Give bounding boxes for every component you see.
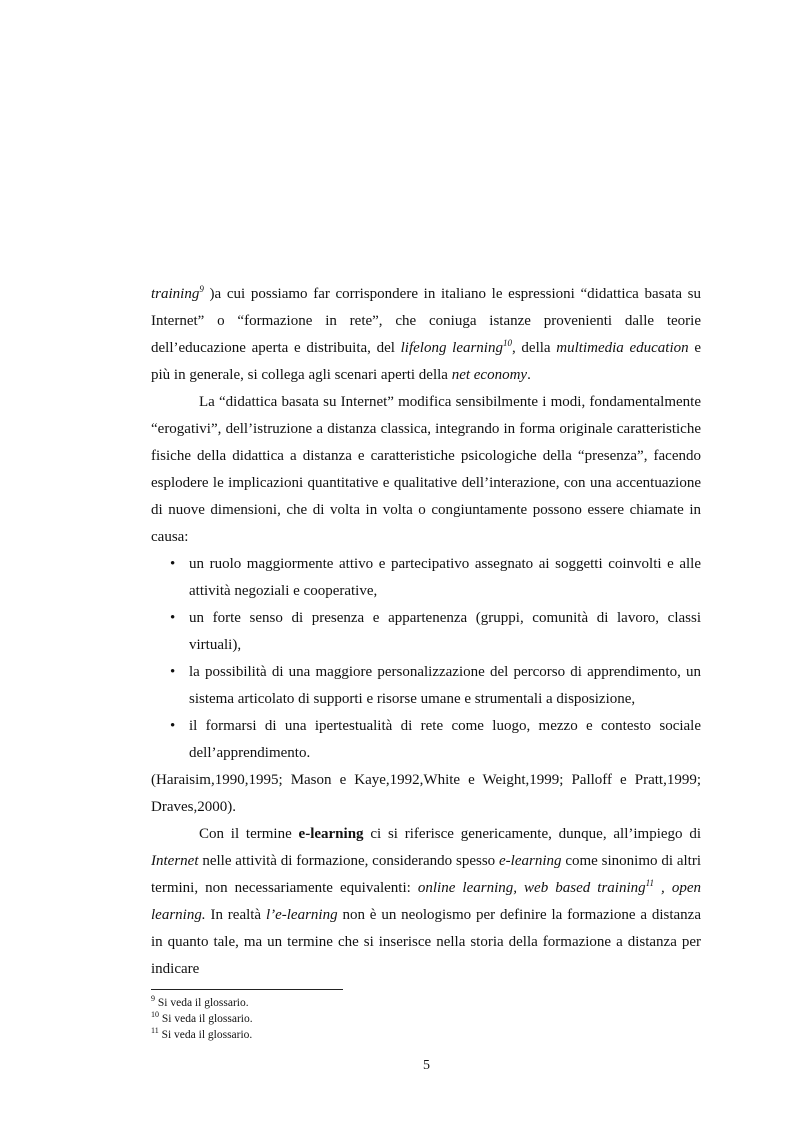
footnote-number: 11 xyxy=(151,1026,159,1036)
term-lifelong-learning: lifelong learning xyxy=(400,340,503,356)
footnote-text: Si veda il glossario. xyxy=(158,1029,253,1041)
list-item-text: un forte senso di presenza e appartenenza (gruppi, comunità di lavoro, classi virtuali), xyxy=(189,610,701,653)
list-item xyxy=(151,605,701,659)
footnote-10 xyxy=(151,1011,701,1027)
term-elearning-italic: e-learning xyxy=(499,853,562,869)
footnote-ref-9: 9 xyxy=(199,284,204,294)
term-online-learning: online learning, web based training xyxy=(417,880,646,896)
term-internet: Internet xyxy=(151,853,199,869)
list-item xyxy=(151,713,701,767)
citation: (Haraisim,1990,1995; Mason e Kaye,1992,White e Weight,1999; Palloff e Pratt,1999; Draves,2000). xyxy=(151,772,701,815)
bullet-icon: • xyxy=(170,556,176,572)
body-text xyxy=(151,281,701,983)
footnote-11 xyxy=(151,1027,701,1043)
paragraph-text: e più in generale, si collega agli scenari aperti della xyxy=(151,340,701,383)
paragraph-text: ci si riferisce genericamente, dunque, all’impiego di xyxy=(363,826,701,842)
paragraph-text: . xyxy=(527,367,531,383)
list-item-text: un ruolo maggiormente attivo e partecipativo assegnato ai soggetti coinvolti e alle attività negoziali e cooperative, xyxy=(189,556,701,599)
paragraph-text: )a cui possiamo far corrispondere in italiano le espressioni “didattica basata su Internet” o “formazione in rete”, che coniuga istanze provenienti dalle teorie dell’educazione aperta e distribuita, del xyxy=(151,286,701,356)
term-open-learning: , open learning. xyxy=(151,880,701,923)
footnote-number: 10 xyxy=(151,1010,159,1020)
bullet-icon: • xyxy=(170,718,176,734)
term-net-economy: net economy xyxy=(451,367,528,383)
paragraph-elearning xyxy=(151,821,701,983)
paragraph-text: Con il termine xyxy=(199,826,299,842)
paragraph-didattica: La “didattica basata su Internet” modifica sensibilmente i modi, fondamentalmente “erogativi”, dell’istruzione a distanza classica, integrando in forma originale caratteristiche fisiche della didattica a distanza e caratteristiche psicologiche della “presenza”, facendo esplodere le implicazioni quantitative e qualitative dell’interazione, con una accentuazione di nuove dimensioni, che di volta in volta o congiuntamente possono essere chiamate in causa: xyxy=(151,394,701,545)
footnote-text: Si veda il glossario. xyxy=(155,997,249,1009)
footnote-9 xyxy=(151,995,701,1011)
footnote-ref-11: 11 xyxy=(645,878,654,888)
list-item-text: il formarsi di una ipertestualità di rete come luogo, mezzo e contesto sociale dell’apprendimento. xyxy=(189,718,701,761)
list-item xyxy=(151,659,701,713)
term-le-learning: l’e-learning xyxy=(265,907,338,923)
list-item xyxy=(151,551,701,605)
term-multimedia-education: multimedia education xyxy=(556,340,689,356)
footnote-number: 9 xyxy=(151,994,155,1004)
bullet-icon: • xyxy=(170,664,176,680)
paragraph-text: , della xyxy=(511,340,557,356)
list-item-text: la possibilità di una maggiore personalizzazione del percorso di apprendimento, un sistema articolato di supporti e risorse umane e strumentali a disposizione, xyxy=(189,664,701,707)
paragraph-text: come sinonimo di altri termini, non necessariamente equivalenti: xyxy=(151,853,701,896)
footnote-ref-10: 10 xyxy=(502,338,512,348)
bullet-list xyxy=(151,551,701,767)
paragraph-text: nelle attività di formazione, considerando spesso xyxy=(198,853,500,869)
bullet-icon: • xyxy=(170,610,176,626)
term-elearning-bold: e-learning xyxy=(298,826,364,842)
page-number: 5 xyxy=(423,1058,430,1073)
footnote-text: Si veda il glossario. xyxy=(159,1013,253,1025)
paragraph-intro xyxy=(151,281,701,389)
footnote-separator xyxy=(151,989,343,990)
footnotes xyxy=(151,995,701,1043)
paragraph-text: In realtà xyxy=(205,907,266,923)
paragraph-text: non è un neologismo per definire la formazione a distanza in quanto tale, ma un termine che si inserisce nella storia della formazione a distanza per indicare xyxy=(151,907,701,977)
term-training: training xyxy=(151,286,200,302)
